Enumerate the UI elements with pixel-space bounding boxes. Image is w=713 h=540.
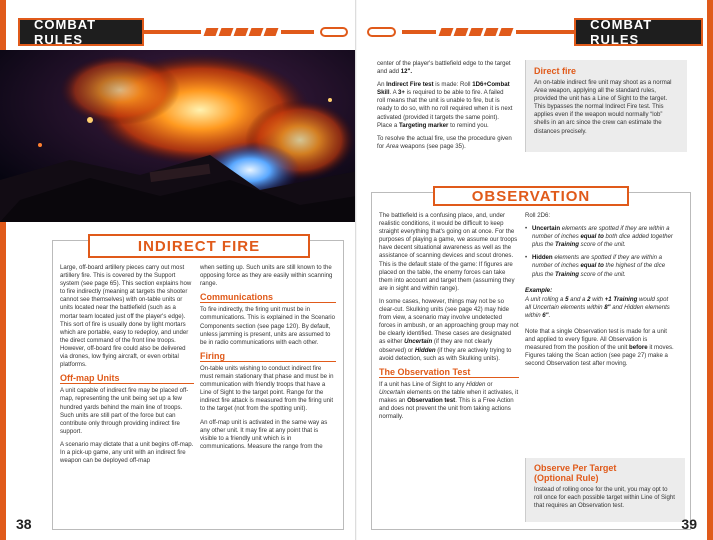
paragraph: An Indirect Fire test is made: Roll 1D6+Combat Skill. A 3+ is required to be able to fire. A failed roll means that the unit is unable to fire, but is ready to do so, with no roll required when it is next activated (provided it targets the same point). Place a Targeting marker to remind you. [377,81,513,129]
list-item: • Hidden elements are spotted if they are within a number of inches equal to the highest of the dice plus the Training score of the unit. [525,254,675,278]
header-stripes [205,28,277,36]
header-ornament [367,27,396,37]
paragraph: when setting up. Such units are still known to the opposing force as they are easily within scanning range. [200,264,333,288]
header-ornament [320,27,348,37]
battle-illustration [0,50,356,222]
paragraph: On-table units wishing to conduct indirect fire must remain stationary that phase and must be in communication with friendly troops that have a Line of Sight to the target point. Range for the indirect fire attack is measured from the firing unit to the target (not from the spotting unit). [200,364,334,413]
list-item: • Uncertain elements are spotted if they are within a number of inches equal to both dice added together plus the Training score of the unit. [525,225,675,249]
off-map-units-heading: Off-map Units [60,374,194,384]
observe-per-target-text: Instead of rolling once for the unit, you may opt to roll once for each possible target within Line of Sight that requires an Observation test. [534,486,675,510]
direct-fire-text: An on-table indirect fire unit may shoot as a normal Area weapon, applying all the standard rules, provided the unit has a Line of Sight to the target. This bypasses the normal Indirect Fire test. This applies even if the weapon would normally “lob” shells in an arc since the crew can estimate the distances precisely. [534,79,672,135]
paragraph: A unit capable of indirect fire may be placed off-map, representing the unit being set up a few hundred yards behind the main line of troops. Such units are still part of the force but can contribute only through providing indirect fire support. [60,387,189,435]
header-rule [144,30,201,34]
optional-rule-subtitle: (Optional Rule) [534,473,599,483]
header-rule [402,30,435,34]
paragraph: Large, off-board artillery pieces carry out most artillery fire. This is covered by the Support system (see page 65). This section explains how to fire indirectly (meaning at targets the shooter cannot see themselves) with on-table units or units located near the battlefield (such as a mortar team located just off the player's edge). This sort of fire is usually done by light mortars which are portable, easy to redeploy, and under the direct command of the front line troops. However, off-board fire could also be delivered via drones, low flying aircraft, or even orbital platforms. [60,264,192,369]
paragraph: Note that a single Observation test is made for a unit and applied to every figure. All Observation is measured from the position of the unit before it moves. Figures taking the Scan action (see page 27) make a second Observation test after moving. [525,328,674,368]
paragraph: The battlefield is a confusing place, and, under realistic conditions, it would be difficult to keep straight everything that's going on at once. For the purposes of playing a game, we assume our troops have decent situational awareness as well as the assistance of scanning devices and scout drones. This is the default state of the game: If figures are placed on the table, the enemy forces can take them into account and target them (assuming they are in sight and within range). [379,212,518,292]
right-header [367,18,703,46]
indirect-fire-continued [377,60,513,156]
indirect-fire-title: INDIRECT FIRE [88,234,310,258]
paragraph: To resolve the actual fire, use the procedure given for Area weapons (see page 35). [377,134,512,150]
spotting-list [525,225,675,279]
observation-column-1 [379,212,519,426]
explosion-scene-image [0,50,356,222]
observation-test-heading: The Observation Test [379,368,519,378]
direct-fire-sidebar [525,60,687,152]
page-number-left: 38 [16,516,32,532]
paragraph: center of the player's battlefield edge to the target and add 12". [377,60,511,76]
left-page [0,0,356,540]
firing-heading: Firing [200,352,336,362]
example-text: A unit rolling a 5 and a 2 with +1 Training would spot all Uncertain elements within 8" and Hidden elements within 6". [525,295,670,319]
observe-per-target-sidebar [525,458,685,522]
example-label: Example: [525,286,553,294]
observe-per-target-title: Observe Per Target [534,463,617,473]
left-header [18,18,348,46]
observation-title: OBSERVATION [433,186,629,206]
paragraph: To fire indirectly, the firing unit must be in communications. This is explained in the Scenario Components section (see page 120). By default, unless jamming is present, units are assumed to be in radio communications with each other. [200,306,336,346]
observation-column-2 [525,212,675,374]
paragraph: An off-map unit is activated in the same way as any other unit. It may fire at any point that is visible to a friendly unit which is in communications. Measure the range from the [200,418,328,450]
direct-fire-title: Direct fire [534,66,577,76]
left-header-title: COMBAT RULES [18,18,144,46]
paragraph: If a unit has Line of Sight to any Hidden or Uncertain elements on the table when it activates, it makes an Observation test. This is a Free Action and does not prevent the unit from taking actions normally. [379,380,519,421]
right-page [357,0,713,540]
indirect-fire-column-2 [200,264,336,456]
header-stripes [440,28,512,36]
indirect-fire-column-1 [60,264,194,470]
paragraph: In some cases, however, things may not be so clear-cut. Skulking units (see page 42) may hide from view, a scenario may involve undetected forces in ambush, or an approaching group may not be clearly identified. These cases are designated as either Uncertain (if they are not clearly observed) or Hidden (if they are actively trying to avoid detection, such as with Skulking units). [379,297,519,362]
right-page-edge [707,0,713,540]
header-rule [516,30,575,34]
roll-instruction: Roll 2D6: [525,212,551,219]
communications-heading: Communications [200,293,336,303]
header-rule [281,30,314,34]
right-header-title: COMBAT RULES [574,18,703,46]
paragraph: A scenario may dictate that a unit begins off-map. In a pick-up game, any unit with an indirect fire weapon can be deployed off-map [60,440,194,465]
page-number-right: 39 [681,516,697,532]
